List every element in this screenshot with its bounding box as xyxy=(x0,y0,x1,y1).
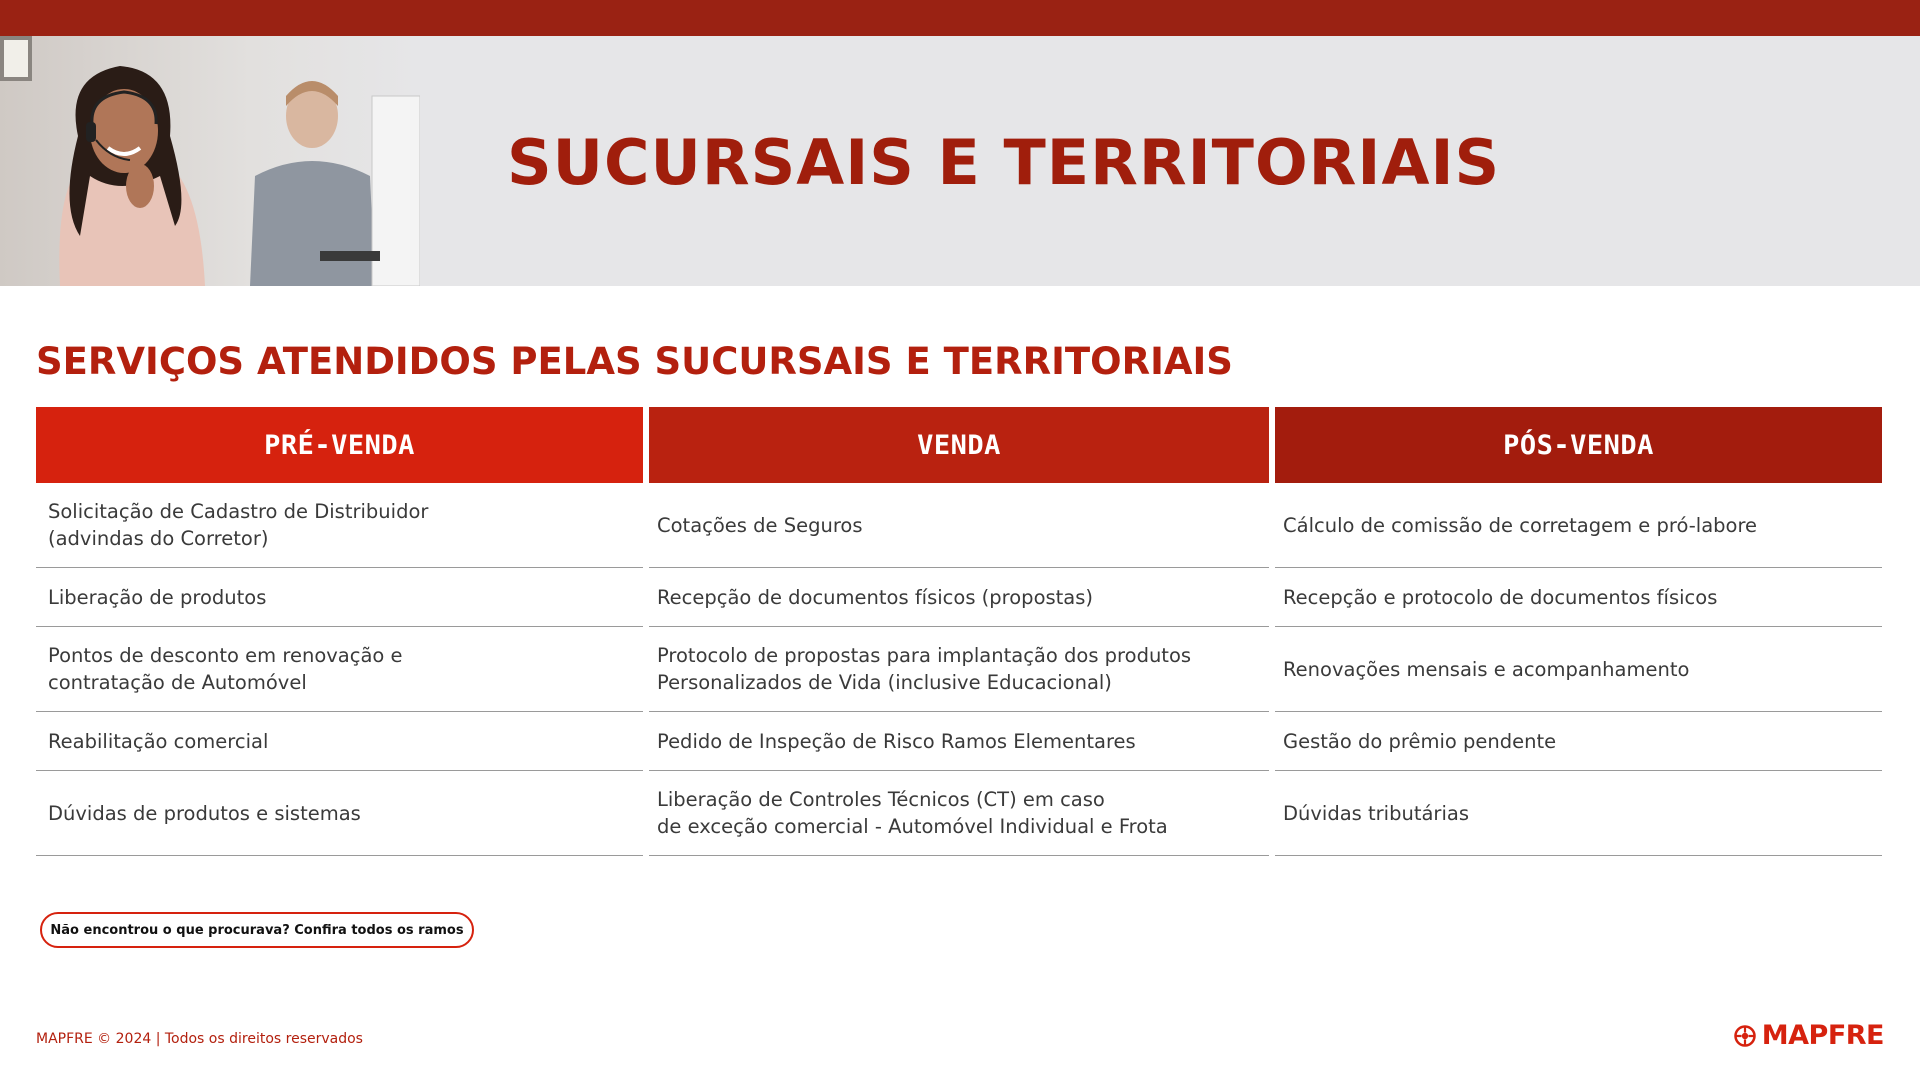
table-cell xyxy=(36,771,643,856)
section-title: SERVIÇOS ATENDIDOS PELAS SUCURSAIS E TERRITORIAIS xyxy=(36,340,1233,383)
cell-text: Renovações mensais e acompanhamento xyxy=(1283,657,1690,681)
column-header-pos-venda: PÓS-VENDA xyxy=(1275,407,1882,483)
table-cell xyxy=(649,627,1269,712)
table-row xyxy=(36,483,1882,568)
table-cell xyxy=(649,568,1269,627)
hero-banner xyxy=(0,36,1920,286)
table-cell xyxy=(1275,568,1882,627)
column-header-pre-venda: PRÉ-VENDA xyxy=(36,407,643,483)
cell-text: Pontos de desconto em renovação e contratação de Automóvel xyxy=(48,644,403,694)
see-all-branches-button[interactable]: Não encontrou o que procurava? Confira todos os ramos xyxy=(40,912,474,948)
table-cell xyxy=(649,712,1269,771)
footer-copyright: MAPFRE © 2024 | Todos os direitos reservados xyxy=(36,1031,363,1047)
mapfre-emblem-icon xyxy=(1734,1025,1756,1047)
cell-text: Recepção de documentos físicos (propostas) xyxy=(657,585,1094,609)
table-cell xyxy=(36,712,643,771)
table-cell xyxy=(36,627,643,712)
cell-text: Protocolo de propostas para implantação dos produtos Personalizados de Vida (inclusive Educacional) xyxy=(657,644,1192,694)
cell-text: Cotações de Seguros xyxy=(657,513,863,537)
table-row xyxy=(36,627,1882,712)
cell-text: Recepção e protocolo de documentos físicos xyxy=(1283,585,1718,609)
table-row xyxy=(36,712,1882,771)
column-header-venda: VENDA xyxy=(649,407,1269,483)
table-cell xyxy=(1275,483,1882,568)
cell-text: Solicitação de Cadastro de Distribuidor (advindas do Corretor) xyxy=(48,500,429,550)
services-table xyxy=(36,407,1882,856)
table-cell xyxy=(36,483,643,568)
cell-text: Dúvidas de produtos e sistemas xyxy=(48,801,361,825)
cell-text: Cálculo de comissão de corretagem e pró-labore xyxy=(1283,513,1758,537)
hero-photo xyxy=(0,36,420,286)
table-cell xyxy=(1275,771,1882,856)
table-row xyxy=(36,771,1882,856)
table-cell xyxy=(649,771,1269,856)
cell-text: Dúvidas tributárias xyxy=(1283,801,1469,825)
cell-text: Gestão do prêmio pendente xyxy=(1283,729,1557,753)
table-cell xyxy=(649,483,1269,568)
brand-name: MAPFRE xyxy=(1761,1020,1884,1051)
page-title: SUCURSAIS E TERRITORIAIS xyxy=(507,126,1501,199)
table-cell xyxy=(1275,627,1882,712)
cell-text: Pedido de Inspeção de Risco Ramos Elementares xyxy=(657,729,1136,753)
cell-text: Reabilitação comercial xyxy=(48,729,269,753)
table-cell xyxy=(1275,712,1882,771)
table-cell xyxy=(36,568,643,627)
cell-text: Liberação de Controles Técnicos (CT) em caso de exceção comercial - Automóvel Individual e Frota xyxy=(657,788,1168,838)
table-header xyxy=(36,407,1882,483)
mapfre-logo xyxy=(1734,1020,1884,1051)
cell-text: Liberação de produtos xyxy=(48,585,267,609)
top-bar xyxy=(0,0,1920,36)
table-row xyxy=(36,568,1882,627)
